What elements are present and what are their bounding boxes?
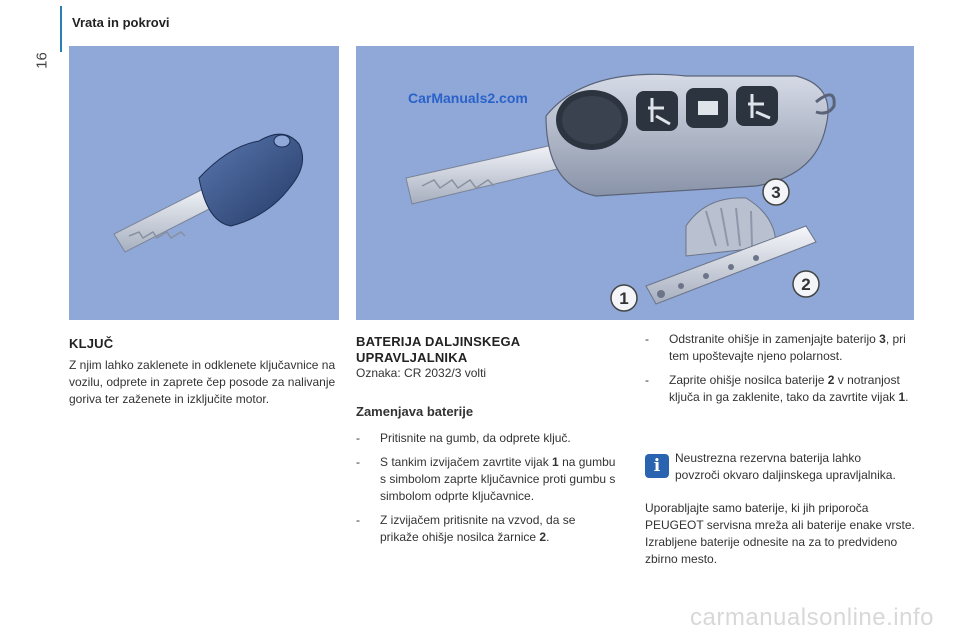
callout-3-label: 3 — [771, 183, 781, 202]
step-text: , pri tem upoštevajte njeno polarnost. — [669, 332, 906, 363]
step-text: Odstranite ohišje in zamenjajte baterijo — [669, 332, 880, 346]
watermark-bottom: carmanualsonline.info — [690, 604, 934, 631]
callout-2-label: 2 — [801, 275, 811, 294]
step-item — [645, 331, 915, 365]
page-number: 16 — [33, 52, 51, 69]
step-ref-number: 2 — [539, 530, 547, 544]
step-text: Pritisnite na gumb, da odprete ključ. — [380, 431, 571, 445]
battery-heading: BATERIJA DALJINSKEGA UPRAVLJALNIKA — [356, 334, 520, 365]
step-item — [356, 430, 616, 447]
header-accent-bar — [60, 6, 62, 52]
step-dash: - — [356, 431, 360, 445]
info-icon: i — [645, 454, 669, 478]
step-ref-number: 1 — [552, 455, 559, 469]
step-text: Z izvijačem pritisnite na vzvod, da se prikaže ohišje nosilca žarnice — [380, 513, 576, 544]
watermark-top: CarManuals2.com — [408, 90, 528, 106]
step-item — [645, 372, 915, 406]
battery-disposal-text: Uporabljajte samo baterije, ki jih priporoča PEUGEOT servisna mreža ali baterije enake vrste. Izrabljene baterije odnesite na za to predvideno zbirno mesto. — [645, 501, 915, 566]
step-text: v notranjost ključa in ga zaklenite, tako da zavrtite vijak — [669, 373, 900, 404]
remote-illustration — [356, 46, 914, 320]
step-item — [356, 454, 616, 505]
replacement-steps-right — [645, 331, 915, 413]
step-ref-number: 3 — [879, 332, 886, 346]
kljuc-heading: KLJUČ — [69, 336, 114, 351]
step-dash: - — [645, 373, 649, 387]
section-title: Vrata in pokrovi — [72, 15, 170, 30]
remote-figure — [356, 46, 914, 320]
step-text: . — [546, 530, 550, 544]
battery-spec: Oznaka: CR 2032/3 volti — [356, 366, 487, 380]
step-text: . — [905, 390, 909, 404]
step-dash: - — [645, 332, 649, 346]
callout-1-label: 1 — [619, 289, 629, 308]
step-text: S tankim izvijačem zavrtite vijak — [380, 455, 553, 469]
kljuc-description: Z njim lahko zaklenete in odklenete ključavnice na vozilu, odprete in zaprete čep posode za nalivanje goriva ter zaženete in izključite motor. — [69, 358, 336, 406]
key-illustration — [69, 46, 339, 320]
replacement-steps-left — [356, 430, 616, 553]
replacement-heading: Zamenjava baterije — [356, 404, 474, 419]
step-text: na gumbu s simbolom zaprte ključavnice proti gumbu s simbolom odprte ključavnice. — [380, 455, 616, 503]
step-dash: - — [356, 455, 360, 469]
step-item — [356, 512, 616, 546]
step-ref-number: 1 — [898, 390, 906, 404]
info-text: Neustrezna rezervna baterija lahko povzroči okvaro daljinskega upravljalnika. — [675, 451, 896, 482]
key-figure — [69, 46, 339, 320]
step-text: Zaprite ohišje nosilca baterije — [669, 373, 828, 387]
step-ref-number: 2 — [827, 373, 835, 387]
step-dash: - — [356, 513, 360, 527]
